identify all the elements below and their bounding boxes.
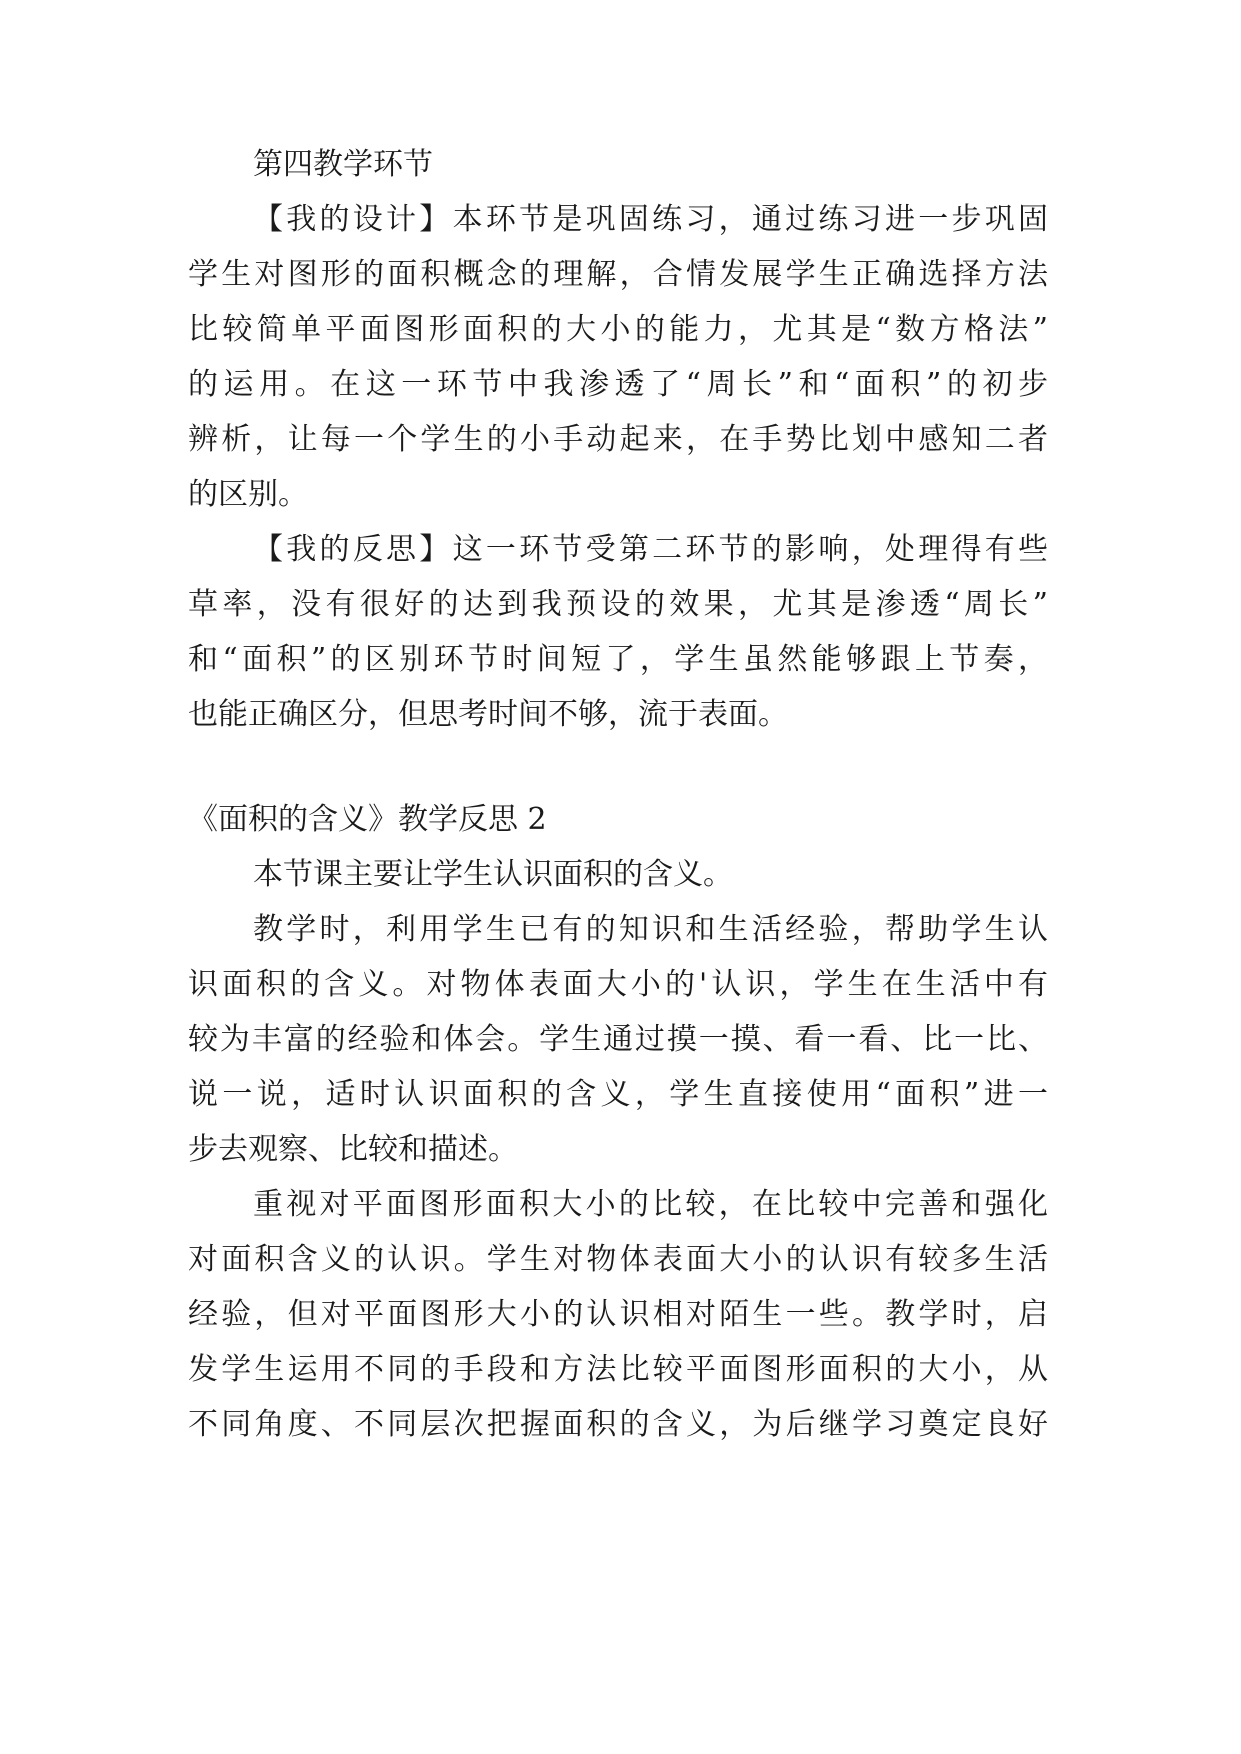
paragraph-line: 重视对平面图形面积大小的比较，在比较中完善和强化 — [253, 1187, 1048, 1222]
paragraph-line: 经验，但对平面图形大小的认识相对陌生一些。教学时，启 — [188, 1297, 1048, 1332]
paragraph-line: 辨析，让每一个学生的小手动起来，在手势比划中感知二者 — [188, 422, 1048, 457]
paragraph-line: 【我的设计】本环节是巩固练习，通过练习进一步巩固 — [253, 202, 1048, 237]
paragraph-line: 不同角度、不同层次把握面积的含义，为后继学习奠定良好 — [188, 1407, 1048, 1442]
paragraph-line: 的区别。 — [188, 477, 308, 512]
paragraph-line: 的运用。在这一环节中我渗透了“周长”和“面积”的初步 — [188, 367, 1048, 402]
paragraph-line: 发学生运用不同的手段和方法比较平面图形面积的大小，从 — [188, 1352, 1048, 1387]
document-title: 《面积的含义》教学反思 2 — [188, 802, 547, 837]
paragraph-line: 教学时，利用学生已有的知识和生活经验，帮助学生认 — [253, 912, 1048, 947]
paragraph-line: 也能正确区分，但思考时间不够，流于表面。 — [188, 697, 788, 732]
paragraph-line: 本节课主要让学生认识面积的含义。 — [253, 857, 733, 892]
paragraph-line: 说一说，适时认识面积的含义，学生直接使用“面积”进一 — [188, 1077, 1048, 1112]
paragraph-line: 比较简单平面图形面积的大小的能力，尤其是“数方格法” — [188, 312, 1048, 347]
paragraph-line: 较为丰富的经验和体会。学生通过摸一摸、看一看、比一比、 — [188, 1022, 1048, 1057]
paragraph-line: 识面积的含义。对物体表面大小的'认识，学生在生活中有 — [188, 967, 1048, 1002]
section-heading: 第四教学环节 — [253, 147, 433, 182]
paragraph-line: 对面积含义的认识。学生对物体表面大小的认识有较多生活 — [188, 1242, 1048, 1277]
paragraph-line: 步去观察、比较和描述。 — [188, 1132, 518, 1167]
paragraph-line: 草率，没有很好的达到我预设的效果，尤其是渗透“周长” — [188, 587, 1048, 622]
paragraph-line: 【我的反思】这一环节受第二环节的影响，处理得有些 — [253, 532, 1048, 567]
paragraph-line: 学生对图形的面积概念的理解，合情发展学生正确选择方法 — [188, 257, 1048, 292]
paragraph-line: 和“面积”的区别环节时间短了，学生虽然能够跟上节奏， — [188, 642, 1048, 677]
